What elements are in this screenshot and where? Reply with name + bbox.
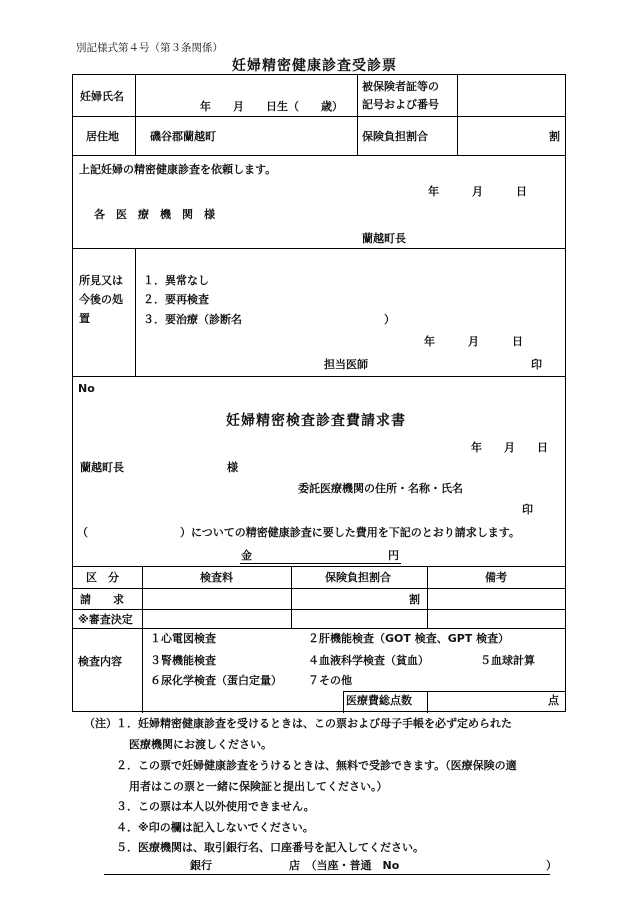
rule-v bbox=[457, 75, 458, 155]
rule-h bbox=[73, 376, 565, 377]
claim-sama: 様 bbox=[227, 461, 238, 474]
insurance-label: 被保険者証等の bbox=[362, 80, 439, 93]
rule-v bbox=[135, 75, 136, 155]
note-item: １．妊婦精密健康診査を受けるときは、この票および母子手帳を必ず定められた bbox=[116, 717, 512, 730]
rule-h bbox=[73, 116, 565, 117]
findings-item-close: ） bbox=[384, 313, 395, 326]
pregnant-name-label: 妊婦氏名 bbox=[80, 90, 124, 103]
rule-v bbox=[291, 566, 292, 628]
exam-item[interactable]: ４血液科学検査（貧血） bbox=[308, 654, 429, 667]
rule-v bbox=[357, 75, 358, 155]
findings-label: 今後の処 bbox=[79, 293, 123, 306]
institution-seal: 印 bbox=[522, 503, 533, 516]
amount-underline[interactable] bbox=[240, 563, 401, 564]
note-item: 医療機関にお渡しください。 bbox=[129, 738, 272, 751]
birthdate-fields[interactable]: 年 月 日生（ 歳） bbox=[200, 100, 343, 113]
col-header-burden: 保険負担割合 bbox=[325, 571, 391, 584]
exam-label: 検査内容 bbox=[78, 655, 122, 668]
total-points-unit: 点 bbox=[548, 694, 559, 707]
exam-item[interactable]: ７その他 bbox=[308, 674, 352, 687]
col-header-fee: 検査料 bbox=[200, 571, 233, 584]
note-item: ２．この票で妊婦健康診査をうけるときは、無料で受診できます。（医療保険の適 bbox=[116, 759, 517, 772]
findings-item[interactable]: ２．要再検査 bbox=[143, 293, 209, 306]
row-request-label: 請 求 bbox=[80, 593, 124, 606]
claim-addressee: 蘭越町長 bbox=[80, 461, 124, 474]
findings-item[interactable]: １．異常なし bbox=[143, 274, 209, 287]
doctor-label: 担当医師 bbox=[324, 358, 368, 371]
col-header-category: 区 分 bbox=[86, 571, 119, 584]
rule-h bbox=[73, 588, 565, 589]
address-value: 磯谷郡蘭越町 bbox=[150, 130, 216, 143]
findings-label: 所見又は bbox=[79, 274, 123, 287]
bank-line[interactable]: 銀行 店 （当座・普通 No bbox=[190, 859, 400, 872]
insurance-label: 記号および番号 bbox=[362, 98, 439, 111]
doctor-seal: 印 bbox=[531, 358, 542, 371]
rule-v bbox=[343, 691, 344, 713]
claim-title: 妊婦精密検査診査費請求書 bbox=[226, 413, 406, 429]
findings-item[interactable]: ３．要治療（診断名 bbox=[143, 313, 242, 326]
burden-label: 保険負担割合 bbox=[362, 130, 428, 143]
row-request-unit: 割 bbox=[409, 593, 420, 606]
exam-item[interactable]: ５血球計算 bbox=[480, 654, 535, 667]
burden-unit: 割 bbox=[549, 130, 560, 143]
note-item: ４．※印の欄は記入しないでください。 bbox=[116, 821, 314, 834]
institution-label: 委託医療機関の住所・名称・氏名 bbox=[298, 482, 463, 495]
claim-open-paren: （ bbox=[77, 526, 88, 539]
address-label: 居住地 bbox=[86, 130, 119, 143]
amount-prefix: 金 bbox=[241, 549, 252, 562]
request-issuer: 蘭越町長 bbox=[362, 232, 406, 245]
total-points-label: 医療費総点数 bbox=[346, 694, 412, 707]
rule-h bbox=[73, 248, 565, 249]
request-date[interactable]: 年 月 日 bbox=[428, 185, 527, 198]
rule-h bbox=[73, 609, 565, 610]
findings-label: 置 bbox=[79, 312, 90, 325]
form-title: 妊婦精密健康診査受診票 bbox=[232, 58, 397, 74]
form-id: 別記様式第４号（第３条関係） bbox=[76, 42, 223, 54]
rule-h bbox=[343, 691, 565, 692]
row-review-label: ※審査決定 bbox=[78, 613, 133, 626]
request-addressee: 各 医 療 機 関 様 bbox=[94, 208, 215, 221]
claim-statement: ）についての精密健康診査に要した費用を下記のとおり請求します。 bbox=[180, 526, 520, 539]
note-item: ３．この票は本人以外使用できません。 bbox=[116, 800, 315, 813]
findings-date[interactable]: 年 月 日 bbox=[424, 335, 523, 348]
bank-close: ） bbox=[546, 859, 557, 872]
rule-v bbox=[427, 691, 428, 713]
note-item: 用者はこの票と一緒に保険証と提出してください。） bbox=[129, 780, 388, 793]
rule-v bbox=[142, 566, 143, 713]
exam-item[interactable]: ２肝機能検査（GOT 検査、GPT 検査） bbox=[308, 632, 510, 645]
rule-h bbox=[73, 566, 565, 567]
claim-date[interactable]: 年 月 日 bbox=[471, 441, 548, 454]
rule-v bbox=[427, 566, 428, 628]
request-text: 上記妊婦の精密健康診査を依頼します。 bbox=[79, 163, 277, 176]
exam-item[interactable]: ３腎機能検査 bbox=[150, 654, 216, 667]
col-header-remarks: 備考 bbox=[485, 571, 507, 584]
rule-h bbox=[73, 628, 565, 629]
exam-item[interactable]: １心電図検査 bbox=[150, 632, 216, 645]
rule-h bbox=[73, 155, 565, 156]
claim-no-label: No bbox=[78, 382, 95, 395]
bank-underline bbox=[104, 874, 550, 875]
rule-v bbox=[135, 248, 136, 376]
note-item: ５．医療機関は、取引銀行名、口座番号を記入してください。 bbox=[116, 841, 424, 854]
amount-unit: 円 bbox=[388, 549, 399, 562]
notes-prefix: （注） bbox=[84, 717, 117, 730]
exam-item[interactable]: ６尿化学検査（蛋白定量） bbox=[150, 674, 282, 687]
